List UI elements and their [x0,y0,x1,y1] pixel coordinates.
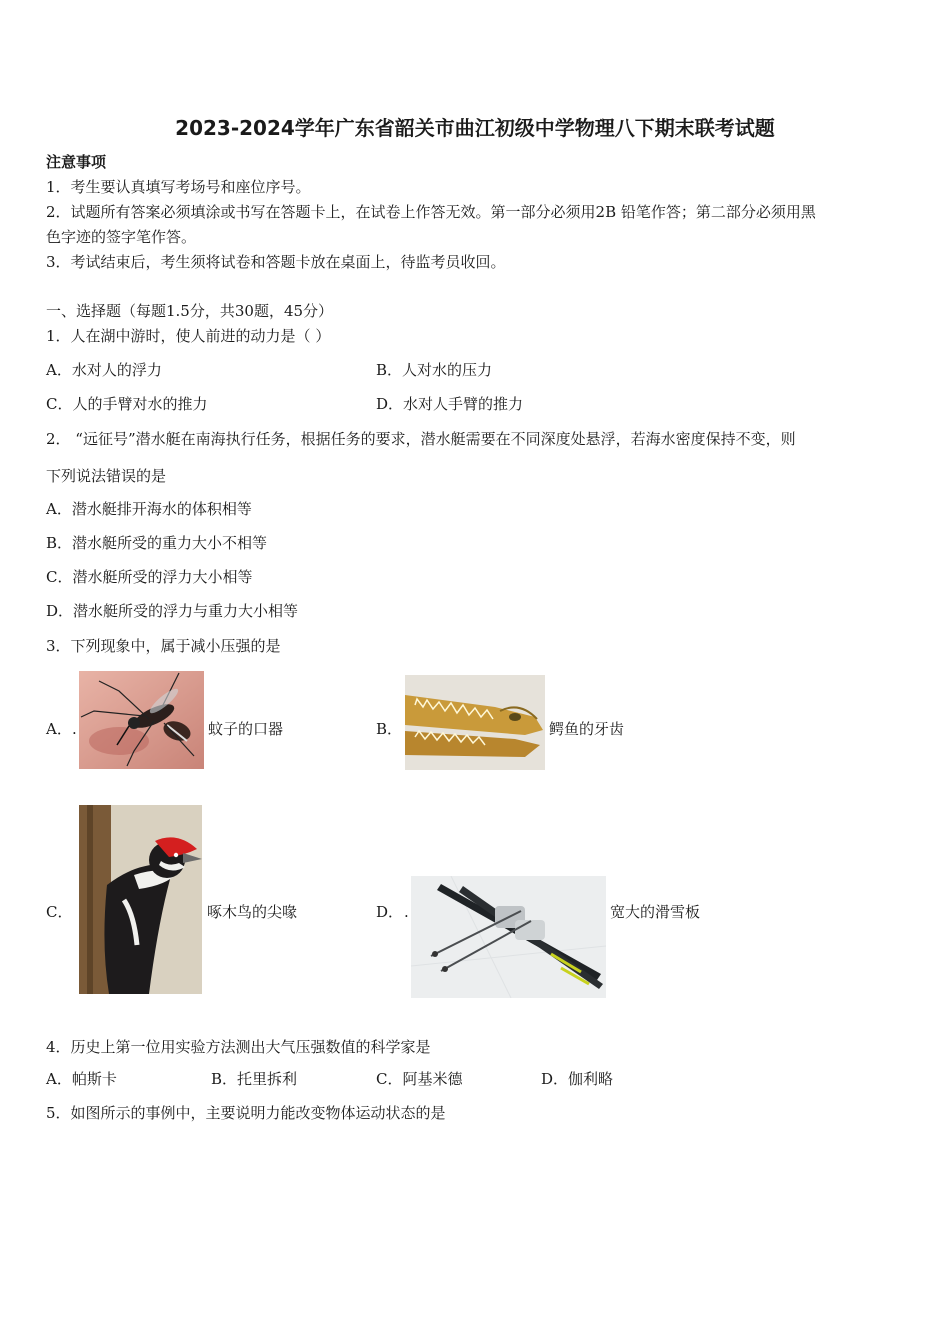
notice-item: 1．考生要认真填写考场号和座位序号。 [46,178,311,196]
q1-option-b: B．人对水的压力 [376,361,493,379]
q2-option-b: B．潜水艇所受的重力大小不相等 [46,534,268,552]
question-2-stem-cont: 下列说法错误的是 [46,467,167,485]
q4-option-b: B．托里拆利 [211,1070,298,1088]
q1-option-d: D．水对人手臂的推力 [376,395,524,413]
notice-item: 2．试题所有答案必须填涂或书写在答题卡上，在试卷上作答无效。第一部分必须用2B 铅笔作答；第二部分必须用黑 [46,203,816,221]
q3-option-b-caption: 鳄鱼的牙齿 [549,720,625,738]
section-heading: 一、选择题（每题1.5分，共30题，45分） [46,302,334,320]
q3-option-d-letter: D． [376,903,404,921]
q3-option-c-caption: 啄木鸟的尖喙 [207,903,298,921]
mosquito-image [79,671,204,769]
q1-option-a: A．水对人的浮力 [46,361,162,379]
woodpecker-image [79,805,202,994]
q4-option-d: D．伽利略 [541,1070,614,1088]
page-title: 2023-2024学年广东省韶关市曲江初级中学物理八下期末联考试题 [175,116,775,140]
q3-option-c-letter: C． [46,903,73,921]
q3-option-a-letter: A． [46,720,72,738]
question-1-stem: 1．人在湖中游时，使人前进的动力是（ ） [46,327,331,345]
q1-option-c: C．人的手臂对水的推力 [46,395,208,413]
q2-option-d: D．潜水艇所受的浮力与重力大小相等 [46,602,299,620]
q2-option-a: A．潜水艇排开海水的体积相等 [46,500,252,518]
notice-item: 3．考试结束后，考生须将试卷和答题卡放在桌面上，待监考员收回。 [46,253,506,271]
q3-option-d-dot: . [404,903,409,921]
question-5-stem: 5．如图所示的事例中，主要说明力能改变物体运动状态的是 [46,1104,446,1122]
notice-item: 色字迹的签字笔作答。 [46,228,197,246]
q2-option-c: C．潜水艇所受的浮力大小相等 [46,568,253,586]
q3-option-a-dot: . [72,720,77,738]
q3-option-b-letter: B． [376,720,403,738]
q3-option-a-caption: 蚊子的口器 [208,720,284,738]
crocodile-image [405,675,545,770]
question-2-stem: 2． “远征号”潜水艇在南海执行任务，根据任务的要求，潜水艇需要在不同深度处悬浮，若海水密度保持不变，则 [46,430,796,448]
q3-option-d-caption: 宽大的滑雪板 [610,903,701,921]
notice-heading: 注意事项 [46,153,107,171]
question-3-stem: 3．下列现象中，属于减小压强的是 [46,637,281,655]
question-4-stem: 4．历史上第一位用实验方法测出大气压强数值的科学家是 [46,1038,431,1056]
q4-option-c: C．阿基米德 [376,1070,463,1088]
q4-option-a: A．帕斯卡 [46,1070,117,1088]
ski-image [411,876,606,998]
